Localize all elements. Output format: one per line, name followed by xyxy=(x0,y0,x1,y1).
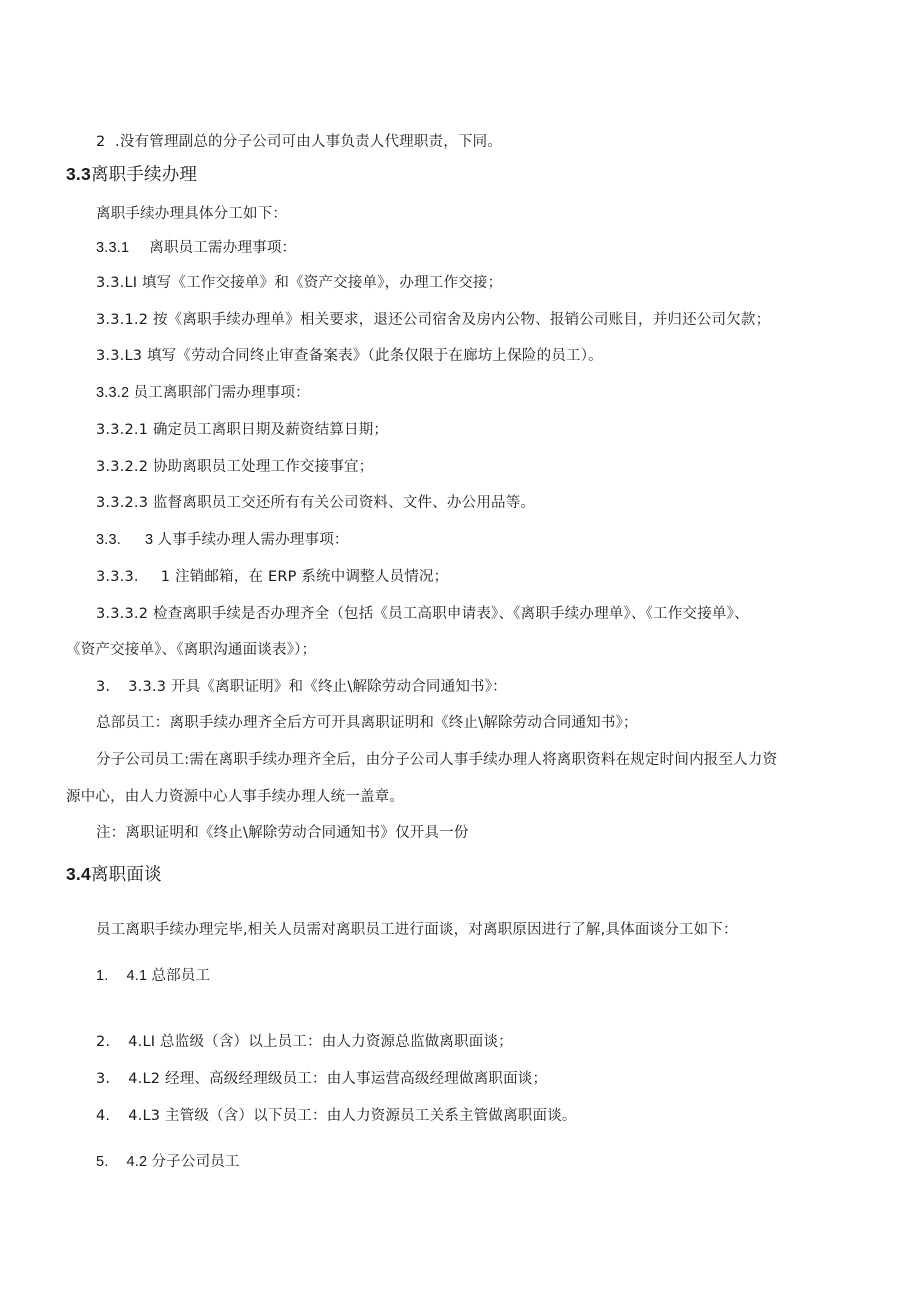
list-item: 3.3.2.1 确定员工离职日期及薪资结算日期； xyxy=(96,422,389,438)
list-item: 3.3.2.3 监督离职员工交还所有有关公司资料、文件、办公用品等。 xyxy=(96,495,536,511)
item-text: 4.LI 总监级（含）以上员工：由人力资源总监做离职面谈； xyxy=(128,1034,513,1050)
item-number: 3. xyxy=(96,1071,111,1087)
item-number: 5. xyxy=(96,1154,109,1170)
subheading-number: 3.3. xyxy=(96,532,121,548)
note-line: 2 .没有管理副总的分子公司可由人事负责人代理职责，下同。 xyxy=(96,134,503,150)
list-item: 3.3.2.2 协助离职员工处理工作交接事宜； xyxy=(96,459,374,475)
item-number: 2. xyxy=(96,1034,111,1050)
section-number: 3.3 xyxy=(66,164,91,184)
paragraph-continuation: 源中心，由人力资源中心人事手续办理人统一盖章。 xyxy=(66,789,405,805)
section-heading-3-3 xyxy=(66,162,197,187)
numbered-item xyxy=(96,966,210,986)
numbered-item xyxy=(96,1032,513,1052)
paragraph: 总部员工：离职手续办理齐全后方可开具离职证明和《终止\解除劳动合同通知书》； xyxy=(96,715,638,731)
item-text: 4.L2 经理、高级经理级员工：由人事运营高级经理做离职面谈； xyxy=(128,1071,548,1087)
subheading-title: 3 人事手续办理人需办理事项： xyxy=(145,532,349,548)
subheading-3-3-1 xyxy=(96,238,296,258)
item-text: 4.L3 主管级（含）以下员工：由人力资源员工关系主管做离职面谈。 xyxy=(128,1108,577,1124)
list-item xyxy=(96,677,507,697)
list-item: 3.3.L3 填写《劳动合同终止审查备案表》（此条仅限于在廊坊上保险的员工）。 xyxy=(96,348,603,364)
subheading-3-3-3 xyxy=(96,530,349,550)
list-item-continuation: 《资产交接单》、《离职沟通面谈表》）； xyxy=(66,642,317,658)
list-item: 3.3.LI 填写《工作交接单》和《资产交接单》，办理工作交接； xyxy=(96,275,503,291)
subheading-3-3-2: 3.3.2 员工离职部门需办理事项： xyxy=(96,385,310,401)
item-number: 1. xyxy=(96,968,109,984)
item-text: 4.2 分子公司员工 xyxy=(126,1154,240,1170)
list-item: 3.3.3.2 检查离职手续是否办理齐全（包括《员工高职申请表》、《离职手续办理单》、《工作交接单》、 xyxy=(96,606,749,622)
item-number: 3.3.3. xyxy=(96,569,139,585)
subheading-number: 3.3.1 xyxy=(96,240,130,256)
item-number: 4. xyxy=(96,1108,111,1124)
item-text: 1 注销邮箱，在 ERP 系统中调整人员情况； xyxy=(160,569,449,585)
item-text: 4.1 总部员工 xyxy=(126,968,211,984)
list-item: 3.3.1.2 按《离职手续办理单》相关要求，退还公司宿舍及房内公物、报销公司账目，并归还公司欠款； xyxy=(96,312,771,328)
subheading-title: 离职员工需办理事项： xyxy=(149,240,297,256)
paragraph: 离职手续办理具体分工如下： xyxy=(96,206,288,222)
section-title: 离职面谈 xyxy=(90,865,162,885)
numbered-item xyxy=(96,1069,547,1089)
numbered-item xyxy=(96,1106,577,1126)
paragraph: 员工离职手续办理完毕,相关人员需对离职员工进行面谈，对离职原因进行了解,具体面谈分工如下： xyxy=(96,922,738,938)
section-number: 3.4 xyxy=(66,864,91,884)
list-item xyxy=(96,567,448,587)
section-title: 离职手续办理 xyxy=(90,165,198,185)
paragraph: 分子公司员工:需在离职手续办理齐全后，由分子公司人事手续办理人将离职资料在规定时间内报至人力资 xyxy=(96,752,778,768)
item-number: 3. xyxy=(96,679,111,695)
section-heading-3-4 xyxy=(66,862,162,887)
numbered-item xyxy=(96,1152,240,1172)
item-text: 3.3.3 开具《离职证明》和《终止\解除劳动合同通知书》： xyxy=(128,679,507,695)
note-line: 注：离职证明和《终止\解除劳动合同通知书》仅开具一份 xyxy=(96,825,469,841)
